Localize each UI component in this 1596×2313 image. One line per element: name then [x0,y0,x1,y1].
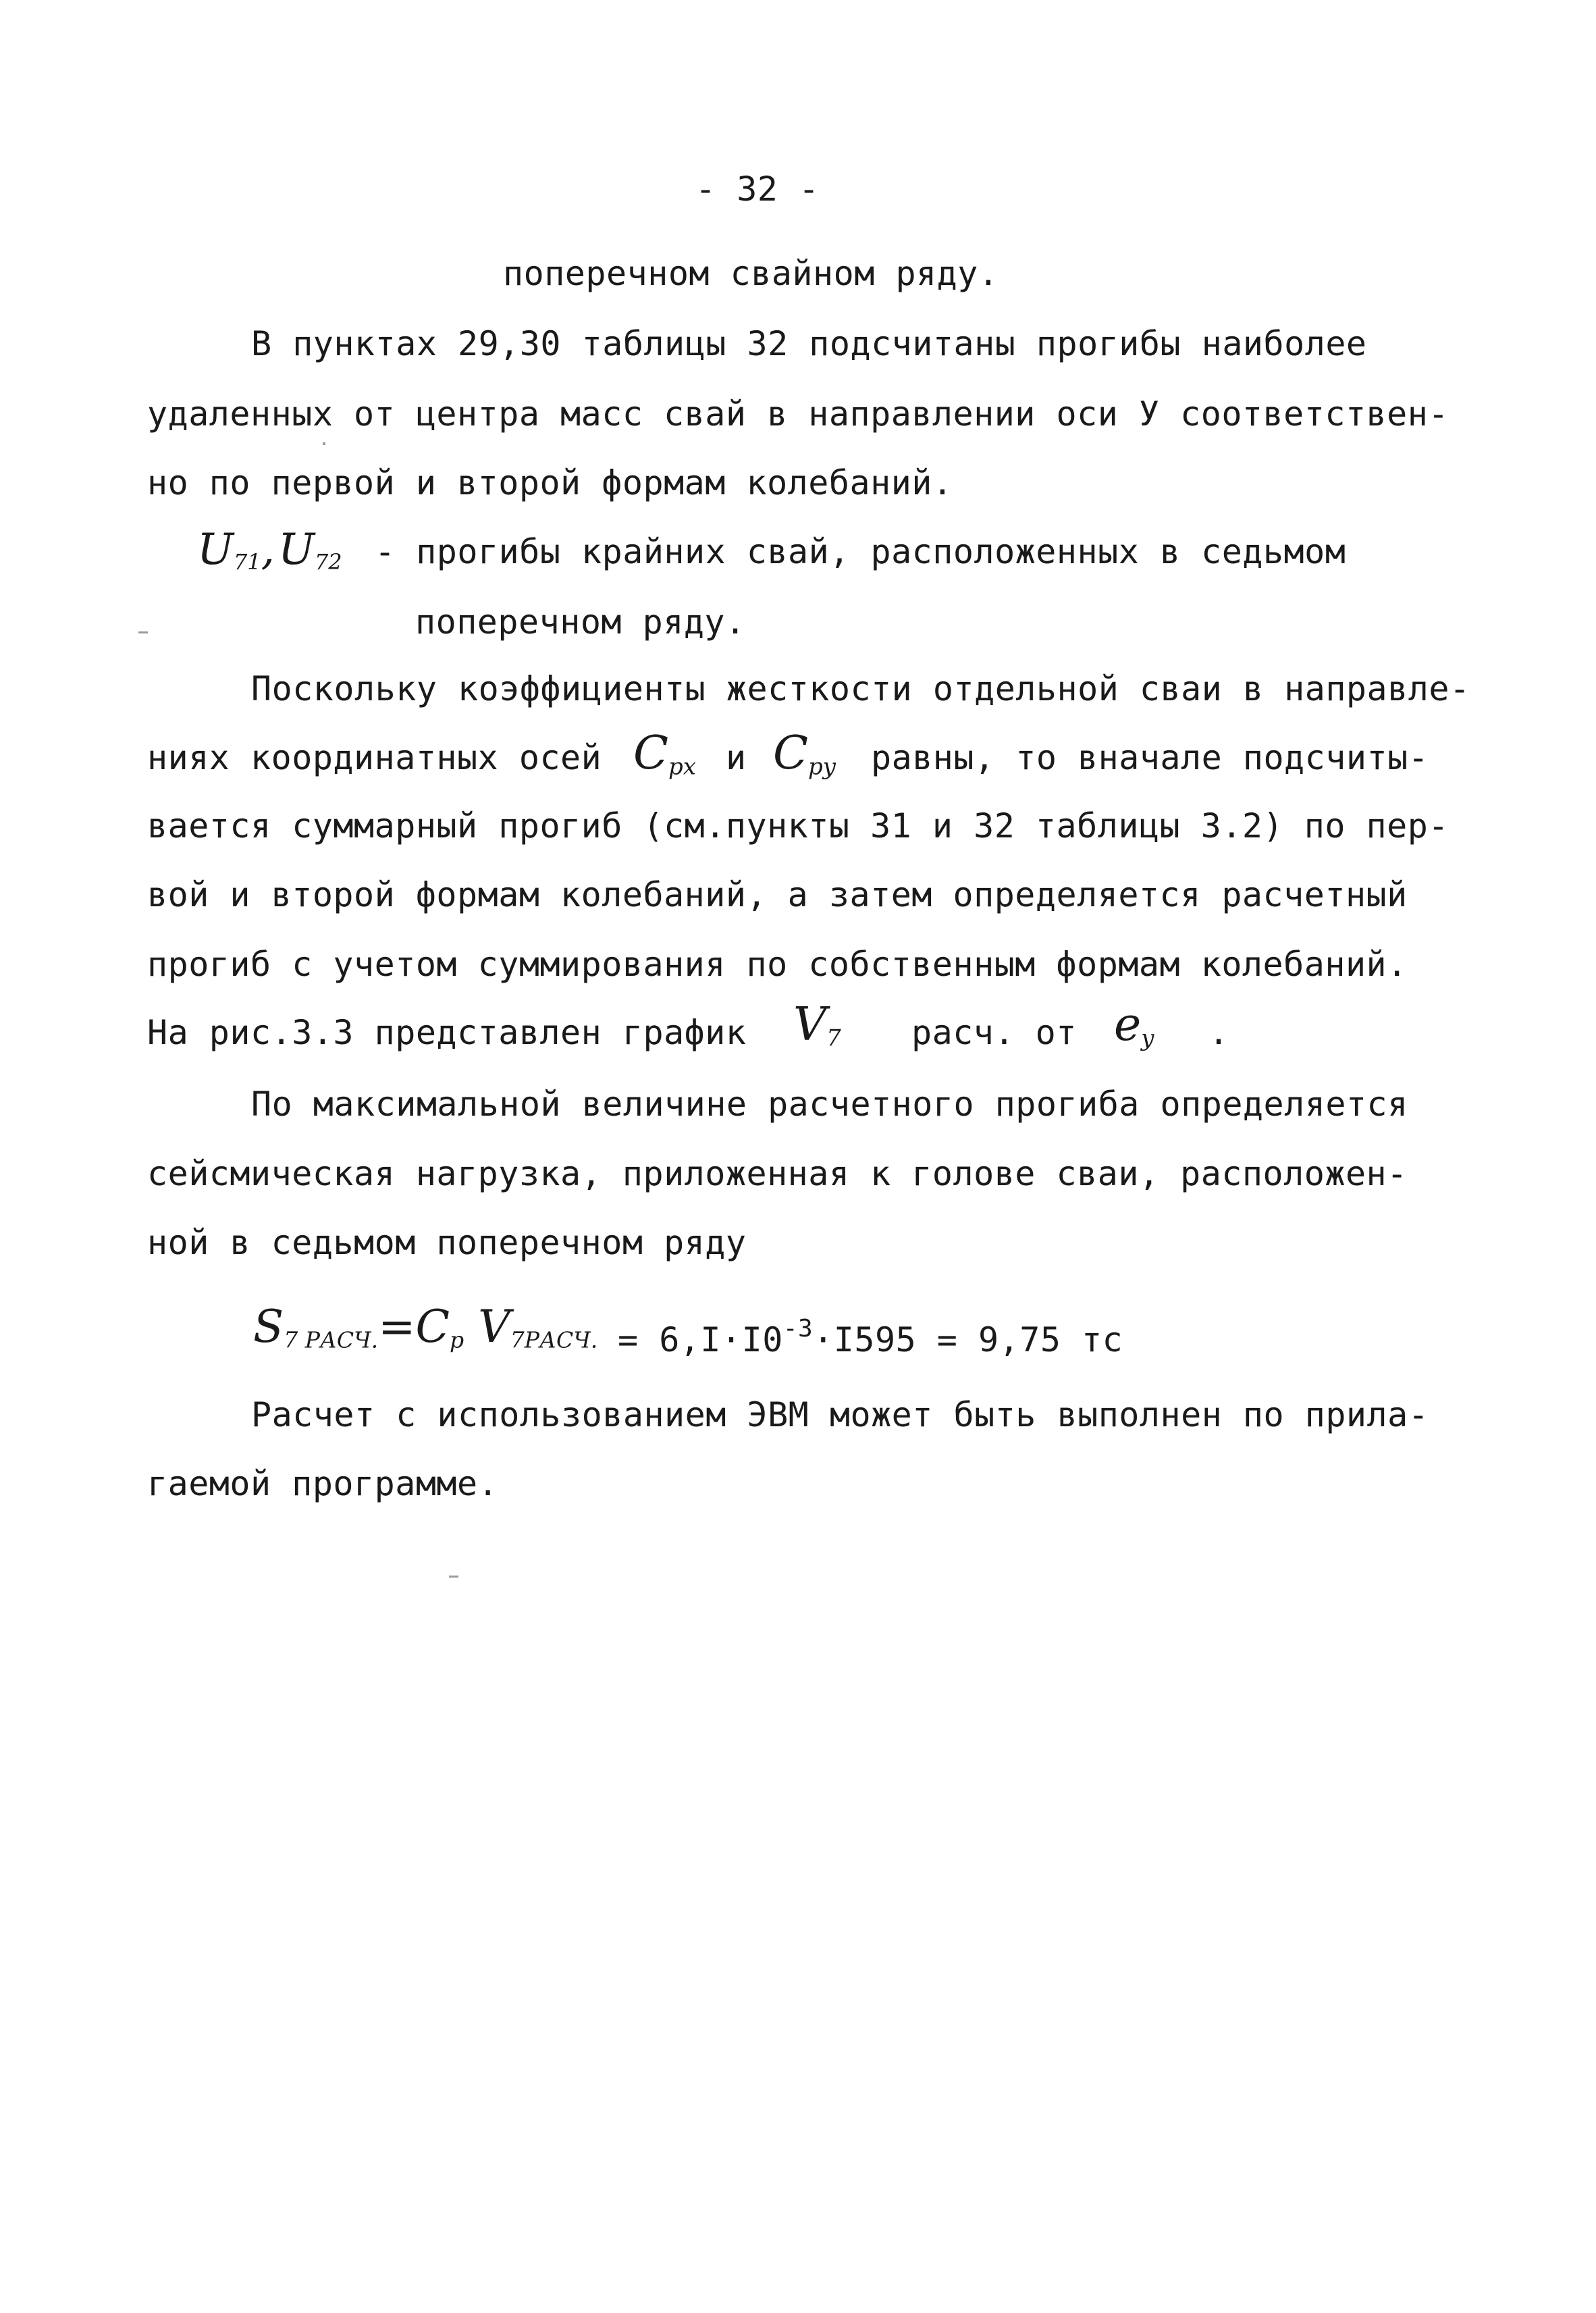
text-line: но по первой и второй формам колебаний. [147,463,953,502]
text-line: сейсмическая нагрузка, приложенная к голове сваи, расположен- [147,1154,1408,1193]
handwritten-cpy: $C_{py}$ [773,727,836,781]
text-line: По максимальной величине расчетного прогиба определяется [251,1085,1408,1124]
text-line: вается суммарный прогиб (см.пункты 31 и 32 таблицы 3.2) по пер- [147,806,1449,846]
formula-handwritten: $S_{7 РАСЧ.}=C_p$ $V_{7РАСЧ.}$ [253,1301,598,1353]
text-line: вой и второй формам колебаний, а затем определяется расчетный [147,875,1408,914]
text-line: Расчет с использованием ЭВМ может быть выполнен по прила- [251,1395,1429,1434]
text-line: В пунктах 29,30 таблицы 32 подсчитаны прогибы наиболее [251,324,1367,363]
text-line: Поскольку коэффициенты жесткости отдельной сваи в направле- [251,669,1470,708]
handwritten-v7: $V_7$ [793,998,841,1052]
text-line: ниях координатных осей [147,738,602,777]
text-line: удаленных от центра масс свай в направлении оси У соответствен- [147,394,1449,434]
text-line: гаемой программе. [147,1464,499,1503]
text-line: поперечном свайном ряду. [503,254,999,293]
handwritten-ey: $e_y$ [1114,998,1154,1052]
text-line: равны, то вначале подсчиты- [871,738,1429,777]
scan-speck [323,442,325,445]
text-word: . [1208,1013,1229,1052]
text-line: ной в седьмом поперечном ряду [147,1223,747,1262]
text-line: На рис.3.3 представлен график [147,1013,747,1052]
text-line: прогиб с учетом суммирования по собственным формам колебаний. [147,945,1408,984]
page-number: - 32 - [695,170,820,209]
text-word: расч. от [911,1013,1077,1052]
scan-speck [449,1576,458,1578]
definition-line: - прогибы крайних свай, расположенных в седьмом [375,532,1346,571]
handwritten-u72: $U_{72}$ [278,525,342,575]
handwritten-cpx: $C_{px}$ [633,727,696,781]
handwritten-u71: $U_{71}$, [197,525,275,575]
formula-typed: = $6,I\cdot I0^{-3}\cdot I595 = 9,75$ тс [618,1315,1123,1359]
text-word: и [726,738,747,777]
scan-speck [138,631,148,633]
text-line: поперечном ряду. [415,602,746,642]
